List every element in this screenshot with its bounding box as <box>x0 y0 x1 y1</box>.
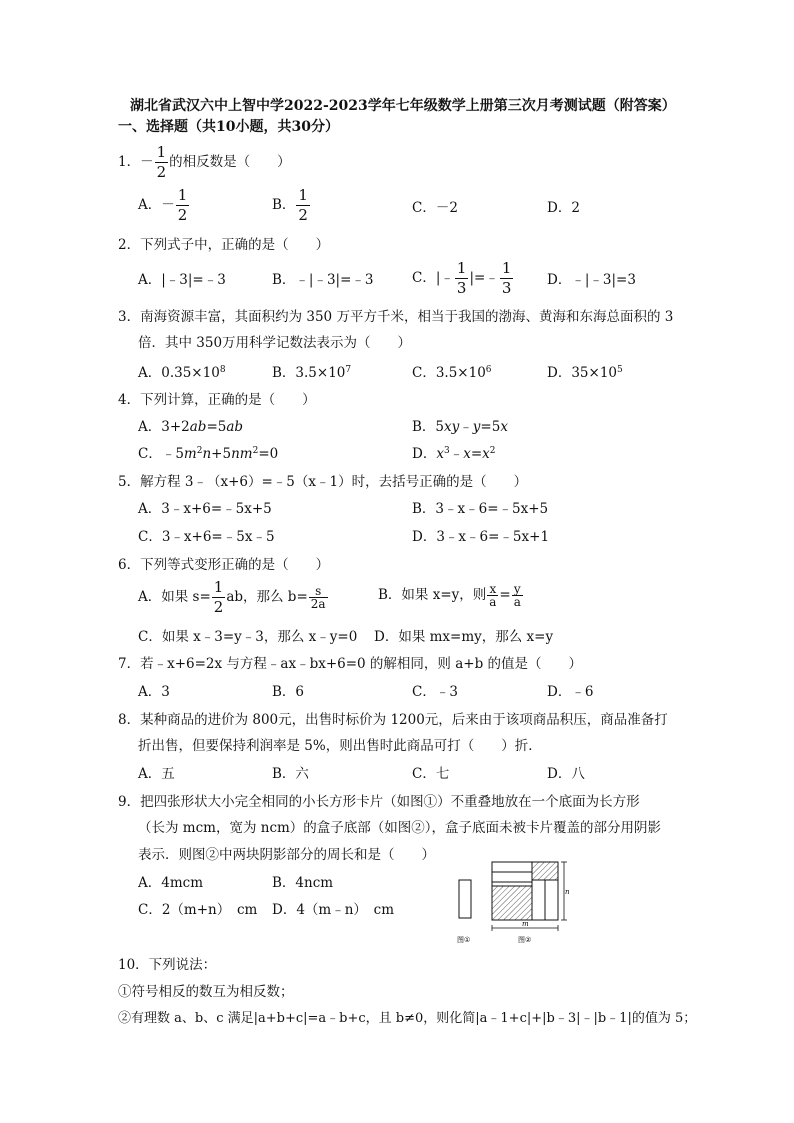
q7-option-a[interactable]: A．3 <box>138 684 170 700</box>
q6-option-b[interactable]: B．如果 x=y，则 $\frac{x}{a}$ = $\frac{y}{a}$ <box>378 582 521 609</box>
q5-option-a[interactable]: A．3﹣x+6=﹣5x+5 <box>138 501 272 517</box>
q4-option-c[interactable]: C．$﹣5m^2n+5nm^2=0$ <box>138 446 279 462</box>
q3-option-c[interactable]: C．$3.5\times 10^6$ <box>412 365 492 381</box>
box-figure-2 <box>492 862 558 920</box>
question-9-line-1: 9．把四张形状大小完全相同的小长方形卡片（如图①）不重叠地放在一个底面为长方形 <box>118 794 640 810</box>
q1-option-c[interactable]: C．－2 <box>412 200 458 216</box>
q6-option-d[interactable]: D．如果 mx=my，那么 x=y <box>374 629 554 645</box>
q1-option-b[interactable]: B． $\frac{1}{2}$ <box>272 186 308 224</box>
question-9-line-2: （长为 mcm，宽为 ncm）的盒子底部（如图②），盒子底面未被卡片覆盖的部分用阴影 <box>138 820 662 836</box>
q9-figure <box>452 858 572 946</box>
q6-option-c[interactable]: C．如果 x﹣3=y﹣3，那么 x﹣y=0 <box>138 629 358 645</box>
q2-option-b[interactable]: B．﹣|﹣3|=﹣3 <box>272 272 374 288</box>
q7-option-c[interactable]: C．﹣3 <box>412 684 458 700</box>
svg-text:图②: 图② <box>518 936 532 944</box>
q2-option-c[interactable]: C．|﹣ $\frac{1}{3}$ |=﹣ $\frac{1}{3}$ <box>412 259 512 297</box>
q3-option-b[interactable]: B．$3.5\times 10^7$ <box>272 365 352 381</box>
q9-option-d[interactable]: D．4（m﹣n） cm <box>272 902 395 918</box>
q9-option-b[interactable]: B．4ncm <box>272 875 334 891</box>
q2-option-d[interactable]: D．﹣|﹣3|=3 <box>547 272 636 288</box>
card-figure-1 <box>459 880 471 918</box>
q8-option-a[interactable]: A．五 <box>138 766 175 782</box>
section-heading: 一、选择题（共10小题，共30分） <box>118 119 339 135</box>
q3-option-a[interactable]: A．$0.35\times 10^8$ <box>138 365 226 381</box>
q7-option-b[interactable]: B．6 <box>272 684 305 700</box>
svg-text:n: n <box>565 888 570 896</box>
q8-option-b[interactable]: B．六 <box>272 766 309 782</box>
page-title: 湖北省武汉六中上智中学2022-2023学年七年级数学上册第三次月考测试题（附答案） <box>130 98 676 114</box>
q9-option-c[interactable]: C．2（m+n） cm <box>138 902 258 918</box>
question-2: 2．下列式子中，正确的是（ ） <box>118 237 330 253</box>
q5-option-d[interactable]: D．3﹣x﹣6=﹣5x+1 <box>412 529 550 545</box>
question-8-line-2: 折出售，但要保持利润率是 5%，则出售时此商品可打（ ）折． <box>138 738 542 754</box>
q7-option-d[interactable]: D．﹣6 <box>547 684 594 700</box>
q1-option-a[interactable]: A．－ $\frac{1}{2}$ <box>138 186 188 224</box>
q5-option-b[interactable]: B．3﹣x﹣6=﹣5x+5 <box>412 501 549 517</box>
q6-option-a[interactable]: A．如果 s= $\frac{1}{2}$ ab，那么 b= $\frac{s}{2a}$ <box>138 578 326 616</box>
q4-option-a[interactable]: A．3+2ab=5ab <box>138 419 244 435</box>
svg-text:图①: 图① <box>457 936 471 944</box>
q8-option-d[interactable]: D．八 <box>547 766 585 782</box>
q10-statement-1: ①符号相反的数互为相反数； <box>118 984 294 1000</box>
q8-option-c[interactable]: C．七 <box>412 766 450 782</box>
question-6: 6．下列等式变形正确的是（ ） <box>118 557 330 573</box>
question-7: 7．若﹣x+6=2x 与方程﹣ax﹣bx+6=0 的解相同，则 a+b 的值是（ ） <box>118 656 583 672</box>
q10-statement-2: ②有理数 a、b、c 满足|a+b+c|=a﹣b+c，且 b≠0，则化简|a﹣1+c|+|b﹣3|﹣|b﹣1|的值为 5； <box>118 1011 697 1026</box>
q4-option-d[interactable]: D．$x^3﹣x=x^2$ <box>412 446 496 462</box>
q1-option-d[interactable]: D．2 <box>547 200 580 216</box>
fraction: $\frac{1}{2}$ <box>156 143 167 181</box>
question-10: 10．下列说法： <box>118 957 217 973</box>
question-8-line-1: 8．某种商品的进价为 800元，出售时标价为 1200元，后来由于该项商品积压，商品准备打 <box>118 712 668 728</box>
question-5: 5．解方程 3﹣（x+6）=﹣5（x﹣1）时，去括号正确的是（ ） <box>118 474 528 490</box>
q9-option-a[interactable]: A．4mcm <box>138 875 204 891</box>
q5-option-c[interactable]: C．3﹣x+6=﹣5x﹣5 <box>138 529 275 545</box>
q4-option-b[interactable]: B．5xy﹣y=5x <box>412 419 508 435</box>
q3-option-d[interactable]: D．$35\times 10^5$ <box>547 365 623 381</box>
question-4: 4．下列计算，正确的是（ ） <box>118 392 316 408</box>
question-9-line-3: 表示．则图②中两块阴影部分的周长和是（ ） <box>138 847 435 863</box>
question-3-line-1: 3．南海资源丰富，其面积约为 350 万平方千米，相当于我国的渤海、黄海和东海总面积的 3 <box>118 309 674 325</box>
question-3-line-2: 倍．其中 350万用科学记数法表示为（ ） <box>138 335 412 351</box>
question-1: 1．－ $\frac{1}{2}$ 的相反数是（ ） <box>118 143 291 181</box>
svg-text:m: m <box>522 920 529 928</box>
q2-option-a[interactable]: A．|﹣3|=﹣3 <box>138 272 226 288</box>
